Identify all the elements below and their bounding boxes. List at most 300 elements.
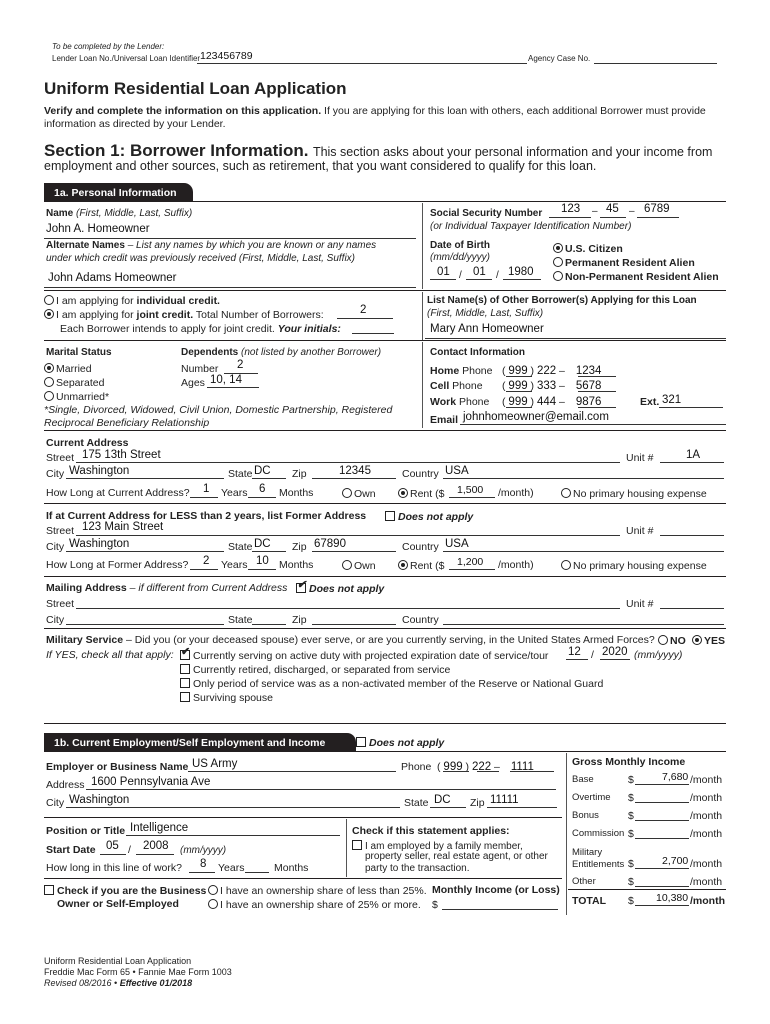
former-zip: 67890 [314,538,346,550]
column-divider [422,292,423,340]
start-month-field[interactable] [100,854,126,855]
current-country-field[interactable] [443,478,724,479]
section1-intro: employment and other sources, such as retirement, that you want considered to qualify for this loan. [44,159,597,173]
dob-year-field[interactable] [503,279,541,280]
other-borrowers-hint: (First, Middle, Last, Suffix) [427,308,544,319]
ssn-part3-field[interactable] [637,217,679,218]
unit-label: Unit # [626,452,654,464]
initials-row: Each Borrower intends to apply for joint credit. Your initials: [60,323,341,335]
income-row-per-month: /month [690,858,723,870]
country-label: Country [402,468,439,480]
city-label: City [46,614,65,626]
ssn-label: Social Security Number [430,208,543,219]
income-row-per-month: /month [690,876,723,888]
income-row-dollar: $ [628,828,634,840]
monthly-income-dollar: $ [432,899,438,911]
family-member-text-3: party to the transaction. [365,863,470,874]
rent-suffix: /month) [498,559,534,571]
loan-no-value: 123456789 [200,50,253,62]
mailing-city-field[interactable] [66,624,224,625]
months-label: Months [279,559,314,571]
current-street-field[interactable] [76,462,620,463]
emp-city-value: Washington [69,794,130,806]
us-citizen-radio[interactable] [553,243,563,253]
marital-married[interactable]: Married [44,363,92,375]
military-yes-radio[interactable] [692,635,702,645]
ext-field[interactable] [659,407,723,408]
loan-no-field[interactable] [197,63,527,64]
former-zip-field[interactable] [312,551,396,552]
marital-status-label: Marital Status [46,347,112,358]
unit-label: Unit # [626,598,654,610]
cell-area-line [506,391,532,392]
emp-address-value: 1600 Pennsylvania Ave [91,776,211,788]
current-unit: 1A [686,449,701,461]
income-row-field[interactable] [635,820,689,821]
current-rent-option[interactable]: Rent ($ [398,488,444,500]
rent-suffix: /month) [498,487,534,499]
contact-label: Contact Information [430,347,525,358]
income-row-per-month: /month [690,810,723,822]
income-row-value: 2,700 [662,855,689,867]
former-own-radio[interactable] [342,560,352,570]
zip-label: Zip [292,468,307,480]
howlong-work-label: How long in this line of work? [46,862,182,874]
emp-state-value: DC [434,794,451,806]
current-years: 1 [203,483,210,495]
email-label: Email [430,414,459,426]
other-borrowers-field[interactable] [425,338,726,339]
ssn-part2: 45 [606,203,619,215]
current-own-option[interactable]: Own [342,488,376,500]
name-field[interactable] [44,238,416,239]
years-label: Years [221,487,248,499]
former-city: Washington [69,538,130,550]
former-street: 123 Main Street [82,521,164,533]
income-row-label: Overtime [572,792,611,803]
city-label: City [46,541,65,553]
other-borrowers-label: List Name(s) of Other Borrower(s) Applying for this Loan [427,295,697,306]
row-divider [44,817,562,818]
row-divider [44,576,726,577]
email-value: johnhomeowner@email.com [463,411,609,423]
ssn-part1: 123 [561,203,581,215]
former-nohousing-radio[interactable] [561,560,571,570]
alt-names-field[interactable] [44,287,416,288]
emp-address-field[interactable] [86,789,556,790]
years-label: Years [221,559,248,571]
dob-hint: (mm/dd/yyyy) [430,252,490,263]
state-label: State [228,468,253,480]
joint-credit-radio[interactable] [44,309,54,319]
row-divider [44,723,726,724]
family-member-text-2: property seller, real estate agent, or other [365,851,548,862]
row-divider [44,430,726,431]
individual-credit[interactable]: I am applying for individual credit. [44,295,220,307]
name-label: Name (First, Middle, Last, Suffix) [46,208,193,219]
former-state: DC [254,538,271,550]
mailing-dna-checkbox[interactable] [296,583,306,593]
ssn-part2-field[interactable] [600,217,626,218]
monthly-income-label: Monthly Income (or Loss) [432,884,560,896]
street-label: Street [46,525,75,537]
start-year-field[interactable] [136,854,174,855]
start-month: 05 [106,840,119,852]
former-country-field[interactable] [443,551,724,552]
former-rent-option[interactable]: Rent ($ [398,560,444,572]
dob-month-field[interactable] [430,279,456,280]
income-row-dollar: $ [628,876,634,888]
share-more-radio[interactable] [208,899,218,909]
position-label: Position or Title [46,825,126,837]
former-dna-checkbox[interactable] [385,511,395,521]
itin-hint: (or Individual Taxpayer Identification Number) [430,221,632,232]
business-owner-option[interactable]: Check if you are the Business [44,885,206,897]
column-divider [346,819,347,877]
cell-phone-label: Cell Phone [430,380,483,392]
current-address-label: Current Address [46,437,129,449]
emp-zip-field[interactable] [487,807,557,808]
income-total-dollar: $ [628,895,634,907]
employment-dna[interactable]: Does not apply [356,737,444,749]
surviving-spouse-checkbox[interactable] [180,692,190,702]
state-label: State [228,614,253,626]
emp-zip-label: Zip [470,797,485,809]
mailing-state-field[interactable] [252,624,286,625]
dependents-label: Dependents (not listed by another Borrower) [181,347,382,358]
months-label: Months [274,862,309,874]
family-member-option[interactable]: I am employed by a family member, [352,840,523,852]
military-question: Military Service – Did you (or your deceased spouse) ever serve, or are you currently serving, in the United States Armed Forces? [46,634,655,646]
work-years-field[interactable] [189,872,215,873]
row-divider [44,628,726,629]
reserve-checkbox[interactable] [180,678,190,688]
current-zip: 12345 [339,465,371,477]
emp-prefix-line [477,771,499,772]
current-rent-radio[interactable] [398,488,408,498]
income-row-label: Commission [572,828,625,839]
dep-ages-field[interactable] [207,387,259,388]
dep-ages-label: Ages [181,377,205,389]
former-unit-field[interactable] [660,535,724,536]
current-months: 6 [259,483,266,495]
alt-names-hint: under which credit was previously received (First, Middle, Last, Suffix) [46,253,356,264]
country-label: Country [402,541,439,553]
former-country: USA [445,538,469,550]
nonpermanent-alien-radio[interactable] [553,271,563,281]
dep-number-label: Number [181,363,219,375]
current-unit-field[interactable] [660,462,724,463]
emp-state-label: State [404,797,429,809]
unmarried-radio[interactable] [44,391,54,401]
military-ifyes-label: If YES, check all that apply: [46,649,174,661]
agency-case-field[interactable] [594,63,717,64]
position-field[interactable] [126,835,340,836]
current-state-field[interactable] [252,478,286,479]
married-radio[interactable] [44,363,54,373]
current-country: USA [445,465,469,477]
income-row-label: Bonus [572,810,599,821]
emp-city-label: City [46,797,65,809]
former-address-label: If at Current Address for LESS than 2 years, list Former Address [46,510,367,522]
exp-month: 12 [568,646,581,658]
current-rent-field[interactable] [449,497,495,498]
section1-title: Section 1: Borrower Information. This section asks about your personal information and your income from [44,141,713,160]
street-label: Street [46,598,75,610]
city-label: City [46,468,65,480]
verify-text-2: information as directed by your Lender. [44,118,226,130]
share-more-option[interactable]: I have an ownership share of 25% or more. [208,899,421,911]
row-divider [44,503,726,504]
separated-radio[interactable] [44,377,54,387]
street-label: Street [46,452,75,464]
work-phone-label: Work Phone [430,396,490,408]
current-nohousing-option[interactable]: No primary housing expense [561,488,707,500]
ssn-dash: – [592,206,598,217]
income-row-field[interactable] [635,886,689,887]
business-owner-label-2: Owner or Self-Employed [57,898,179,910]
borrowers-count: 2 [360,304,367,316]
mailing-country-field[interactable] [443,624,724,625]
section-1a-header: 1a. Personal Information [44,183,193,202]
former-years: 2 [203,555,210,567]
military-no-option[interactable]: NO [658,635,686,647]
start-year: 2008 [143,840,169,852]
dob-year: 1980 [508,266,534,278]
lender-note: To be completed by the Lender: [52,42,165,51]
home-phone-label: Home Phone [430,365,493,377]
home-area-line [506,376,532,377]
loan-no-label: Lender Loan No./Universal Loan Identifier [52,54,201,63]
individual-credit-radio[interactable] [44,295,54,305]
share-less-radio[interactable] [208,885,218,895]
current-street: 175 13th Street [82,449,161,461]
military-no-radio[interactable] [658,635,668,645]
cell-phone[interactable]: ( 999 ) 333 – 5678 [502,380,602,392]
active-duty-checkbox[interactable] [180,650,190,660]
former-rent-field[interactable] [449,569,495,570]
exp-year: 2020 [602,646,628,658]
former-dna[interactable]: Does not apply [385,511,473,523]
unmarried-note: *Single, Divorced, Widowed, Civil Union, Domestic Partnership, Registered [44,404,393,416]
emp-address-label: Address [46,779,85,791]
years-label: Years [218,862,245,874]
income-total-per-month: /month [690,895,725,907]
income-column-divider [566,753,567,915]
current-months-field[interactable] [248,497,276,498]
work-phone[interactable]: ( 999 ) 444 – 9876 [502,396,602,408]
income-row-dollar: $ [628,810,634,822]
current-own-radio[interactable] [342,488,352,498]
employer-value: US Army [192,758,238,770]
howlong-former-label: How Long at Former Address? [46,559,189,571]
income-row-label: Base [572,774,594,785]
mailing-address-label: Mailing Address – if different from Current Address [46,582,288,594]
borrowers-count-field[interactable] [337,318,393,319]
current-city-field[interactable] [66,478,224,479]
military-yes-option[interactable]: YES [692,635,725,647]
name-value: John A. Homeowner [46,223,150,235]
unit-label: Unit # [626,525,654,537]
months-label: Months [279,487,314,499]
footer-form-numbers: Freddie Mac Form 65 • Fannie Mae Form 1003 [44,967,232,977]
income-row-field[interactable] [635,838,689,839]
alt-names-label: Alternate Names – List any names by which you are known or any names [46,240,377,251]
retired-checkbox[interactable] [180,664,190,674]
work-area-line [506,407,532,408]
verify-text: Verify and complete the information on this application. If you are applying for this loan with others, each additional Borrower must provide [44,105,706,117]
employment-dna-checkbox[interactable] [356,737,366,747]
monthly-income-field[interactable] [442,909,558,910]
income-total-label: TOTAL [572,895,607,907]
email-field[interactable] [460,424,726,425]
joint-credit[interactable]: I am applying for joint credit. Total Number of Borrowers: [44,309,324,321]
emp-phone[interactable]: ( 999 ) 222 – 1111 [437,761,534,773]
ssn-part1-field[interactable] [549,217,591,218]
income-row-dollar: $ [628,858,634,870]
current-years-field[interactable] [190,497,218,498]
former-rent: 1,200 [457,556,484,568]
mailing-zip-field[interactable] [312,624,396,625]
home-phone[interactable]: ( 999 ) 222 – 1234 [502,365,602,377]
employer-label: Employer or Business Name [46,761,189,773]
income-row-per-month: /month [690,828,723,840]
zip-label: Zip [292,541,307,553]
exp-hint: (mm/yyyy) [634,649,683,661]
start-hint: (mm/yyyy) [180,845,227,856]
current-rent: 1,500 [457,484,484,496]
income-total-value: 10,380 [656,892,689,904]
emp-area-line [443,771,469,772]
check-statement-label: Check if this statement applies: [352,825,510,837]
mailing-unit-field[interactable] [660,608,724,609]
former-years-field[interactable] [190,569,218,570]
section-divider [44,751,726,752]
section-1b-header: 1b. Current Employment/Self Employment and Income [44,733,356,752]
military-reserve[interactable]: Only period of service was as a non-activated member of the Reserve or National Guard [180,678,603,690]
work-months-field[interactable] [245,872,269,873]
income-row-field[interactable] [635,802,689,803]
work-years: 8 [200,858,207,870]
dob-month: 01 [437,266,450,278]
dob-label: Date of Birth [430,240,490,251]
current-state: DC [254,465,271,477]
current-city: Washington [69,465,130,477]
military-surviving-spouse[interactable]: Surviving spouse [180,692,273,704]
footer-form-name: Uniform Residential Loan Application [44,956,192,966]
dep-number: 2 [237,359,244,371]
footer-revision: Revised 08/2016 • Effective 01/2018 [44,978,193,988]
gross-income-title: Gross Monthly Income [572,756,686,768]
exp-slash: / [591,649,594,661]
dob-slash: / [496,270,499,281]
income-total-field [635,905,689,906]
emp-state-field[interactable] [430,807,466,808]
alt-names-value: John Adams Homeowner [48,272,177,284]
dep-ages: 10, 14 [210,374,242,386]
citizenship-us[interactable]: U.S. Citizen [553,243,623,255]
emp-phone-label: Phone [401,761,432,773]
mailing-dna[interactable]: ✔ Does not apply [296,583,384,595]
emp-zip-value: 11111 [490,794,519,806]
dob-day: 01 [473,266,486,278]
position-value: Intelligence [130,822,189,834]
marital-separated[interactable]: Separated [44,377,104,389]
citizenship-nonpermanent[interactable]: Non-Permanent Resident Alien [553,271,719,283]
ssn-dash: – [629,206,635,217]
start-date-label: Start Date [46,844,96,856]
row-divider [568,889,726,890]
dob-slash: / [459,270,462,281]
income-row-value: 7,680 [662,771,689,783]
former-months-field[interactable] [248,569,276,570]
start-slash: / [128,844,131,856]
former-street-field[interactable] [76,535,620,536]
unmarried-note-2: Reciprocal Beneficiary Relationship [44,417,210,429]
row-divider [44,878,562,879]
current-nohousing-radio[interactable] [561,488,571,498]
state-label: State [228,541,253,553]
section-divider [44,201,726,202]
work-num-line [578,407,616,408]
mailing-street-field[interactable] [76,608,620,609]
emp-num-line [510,771,554,772]
share-less-option[interactable]: I have an ownership share of less than 25%. [208,885,427,897]
former-city-field[interactable] [66,551,224,552]
howlong-current-label: How Long at Current Address? [46,487,190,499]
income-row-field[interactable] [635,868,689,869]
dob-day-field[interactable] [466,279,492,280]
former-own-option[interactable]: Own [342,560,376,572]
form-title: Uniform Residential Loan Application [44,79,347,98]
income-row-dollar: $ [628,774,634,786]
permanent-alien-radio[interactable] [553,257,563,267]
emp-city-field[interactable] [66,807,400,808]
row-divider [44,290,726,291]
country-label: Country [402,614,439,626]
income-row-per-month: /month [690,774,723,786]
income-row-dollar: $ [628,792,634,804]
citizenship-permanent[interactable]: Permanent Resident Alien [553,257,695,269]
military-active-duty[interactable]: ✔ Currently serving on active duty with projected expiration date of service/tour [180,650,548,662]
other-borrowers-value: Mary Ann Homeowner [430,323,544,335]
family-member-checkbox[interactable] [352,840,362,850]
ext-label: Ext. [640,396,660,408]
ssn-part3: 6789 [644,203,670,215]
agency-case-label: Agency Case No. [528,54,591,63]
row-divider [44,340,726,341]
marital-unmarried[interactable]: Unmarried* [44,391,109,403]
zip-label: Zip [292,614,307,626]
former-nohousing-option[interactable]: No primary housing expense [561,560,707,572]
column-divider [422,203,423,289]
ext-value: 321 [662,394,682,406]
military-retired[interactable]: Currently retired, discharged, or separated from service [180,664,450,676]
initials-field[interactable] [352,333,394,334]
current-zip-field[interactable] [312,478,396,479]
column-divider [422,342,423,428]
home-num-line [578,376,616,377]
former-state-field[interactable] [252,551,286,552]
income-row-label: Other [572,876,596,887]
exp-year-field[interactable] [600,659,630,660]
business-owner-checkbox[interactable] [44,885,54,895]
former-rent-radio[interactable] [398,560,408,570]
income-row-field[interactable] [635,784,689,785]
income-row-label: Military Entitlements [572,847,625,870]
exp-month-field[interactable] [566,659,588,660]
employer-field[interactable] [188,771,396,772]
